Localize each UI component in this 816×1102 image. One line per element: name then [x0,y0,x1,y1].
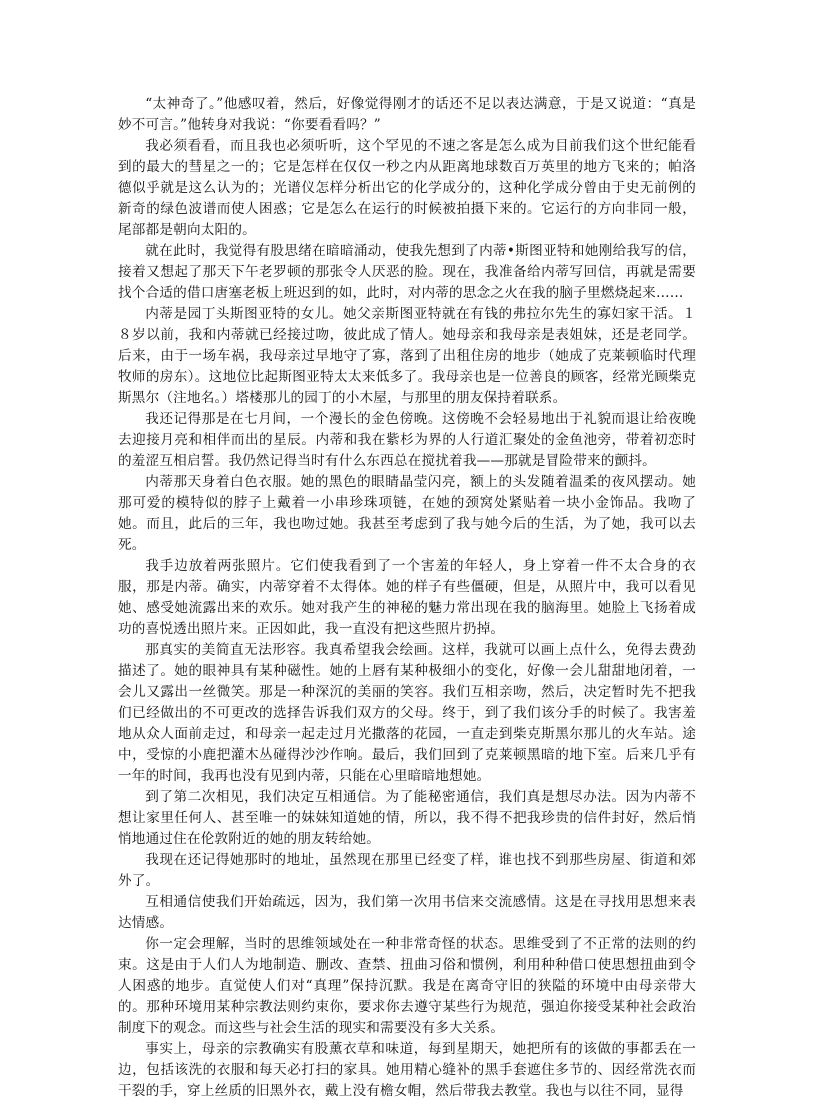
paragraph: 那真实的美简直无法形容。我真希望我会绘画。这样，我就可以画上点什么，免得去费劲描述了。她的眼神具有某种磁性。她的上唇有某种极细小的变化，好像一会儿甜甜地闭着，一会儿又露出一丝微笑。那是一种深沉的美丽的笑容。我们互相亲吻，然后，决定暂时先不把我们已经做出的不可更改的选择告诉我们双方的父母。终于，到了我们该分手的时候了。我害羞地从众人面前走过，和母亲一起走过月光撒落的花园，一直走到柴克斯黑尔那儿的火车站。途中，受惊的小鹿把灌木丛碰得沙沙作响。最后，我们回到了克莱顿黑暗的地下室。后来几乎有一年的时间，我再也没有见到内蒂，只能在心里暗暗地想她。 [118,642,696,784]
document-page [118,94,696,1102]
paragraph: 就在此时，我觉得有股思绪在暗暗涌动，使我先想到了内蒂•斯图亚特和她刚给我写的信，接着又想起了那天下午老罗顿的那张令人厌恶的脸。现在，我准备给内蒂写回信，再就是需要找个合适的借口唐塞老板上班迟到的如，此时，对内蒂的思念之火在我的脑子里燃烧起来…… [118,243,696,301]
paragraph: 我还记得那是在七月间，一个漫长的金色傍晚。这傍晚不会轻易地出于礼貌而退让给夜晚去迎接月亮和相伴而出的星辰。内蒂和我在紫杉为界的人行道汇聚处的金鱼池旁，带着初恋时的羞涩互相启誓。我仍然记得当时有什么东西总在搅扰着我——那就是冒险带来的颤抖。 [118,411,696,469]
paragraph: 事实上，母亲的宗教确实有股薰衣草和味道，每到星期天，她把所有的该做的事都丢在一边，包括该洗的衣服和每天必打扫的家具。她用精心缝补的黑手套遮住多节的、因经常洗衣而干裂的手，穿上丝质的旧黑外衣，戴上没有檐女帽，然后带我去教堂。我也与以往不同，显得 [118,1041,696,1099]
paragraph: 你一定会理解，当时的思维领域处在一种非常奇怪的状态。思维受到了不正常的法则的约束。这是由于人们人为地制造、删改、查禁、扭曲习俗和惯例，利用种种借口使思想扭曲到令人困惑的地步。直觉使人们对“真理”保持沉默。我是在离奇守旧的狭隘的环境中由母亲带大的。那种环境用某种宗教法则约束你，要求你去遵守某些行为规范，强迫你接受某种社会政治制度下的观念。而这些与社会生活的现实和需要没有多大关系。 [118,936,696,1036]
paragraph: 我必须看看，而且我也必须听听，这个罕见的不速之客是怎么成为目前我们这个世纪能看到的最大的彗星之一的；它是怎样在仅仅一秒之内从距离地球数百万英里的地方飞来的；帕洛德似乎就是这么认为的；光谱仪怎样分析出它的化学成分的，这种化学成分曾由于史无前例的新奇的绿色波谱而使人困惑；它是怎么在运行的时候被拍摄下来的。它运行的方向非同一般，尾部都是朝向太阳的。 [118,138,696,238]
paragraph: 我现在还记得她那时的地址，虽然现在那里已经变了样，谁也找不到那些房屋、街道和郊外了。 [118,852,696,889]
paragraph: 内蒂那天身着白色衣服。她的黑色的眼睛晶莹闪亮，额上的头发随着温柔的夜风摆动。她那可爱的模特似的脖子上戴着一小串珍珠项链，在她的颈窝处紧贴着一块小金饰品。我吻了她。而且，此后的三年，我也吻过她。我甚至考虑到了我与她今后的生活，为了她，我可以去死。 [118,474,696,553]
paragraph: 我手边放着两张照片。它们使我看到了一个害羞的年轻人，身上穿着一件不太合身的衣服，那是内蒂。确实，内蒂穿着不太得体。她的样子有些僵硬，但是，从照片中，我可以看见她、感受她流露出来的欢乐。她对我产生的神秘的魅力常出现在我的脑海里。她脸上飞扬着成功的喜悦透出照片来。正因如此，我一直没有把这些照片扔掉。 [118,558,696,637]
paragraph: “太神奇了。”他感叹着，然后，好像觉得刚才的话还不足以表达满意，于是又说道：“真是妙不可言。”他转身对我说：“你要看看吗？” [118,96,696,133]
paragraph: 到了第二次相见，我们决定互相通信。为了能秘密通信，我们真是想尽办法。因为内蒂不想让家里任何人、甚至唯一的妹妹知道她的情，所以，我不得不把我珍贵的信件封好，然后悄悄地通过住在伦敦附近的她的朋友转给她。 [118,789,696,847]
paragraph: 内蒂是园丁头斯图亚特的女儿。她父亲斯图亚特就在有钱的弗拉尔先生的寡妇家干活。１８岁以前，我和内蒂就已经接过吻，彼此成了情人。她母亲和我母亲是表姐妹，还是老同学。后来，由于一场车祸，我母亲过早地守了寡，落到了出租住房的地步（她成了克莱顿临时代理牧师的房东）。这地位比起斯图亚特太太来低多了。我母亲也是一位善良的顾客，经常光顾柴克斯黑尔（注地名。）塔楼那儿的园丁的小木屋，与那里的朋友保持着联系。 [118,306,696,406]
paragraph: 互相通信使我们开始疏远，因为，我们第一次用书信来交流感情。这是在寻找用思想来表达情感。 [118,894,696,931]
